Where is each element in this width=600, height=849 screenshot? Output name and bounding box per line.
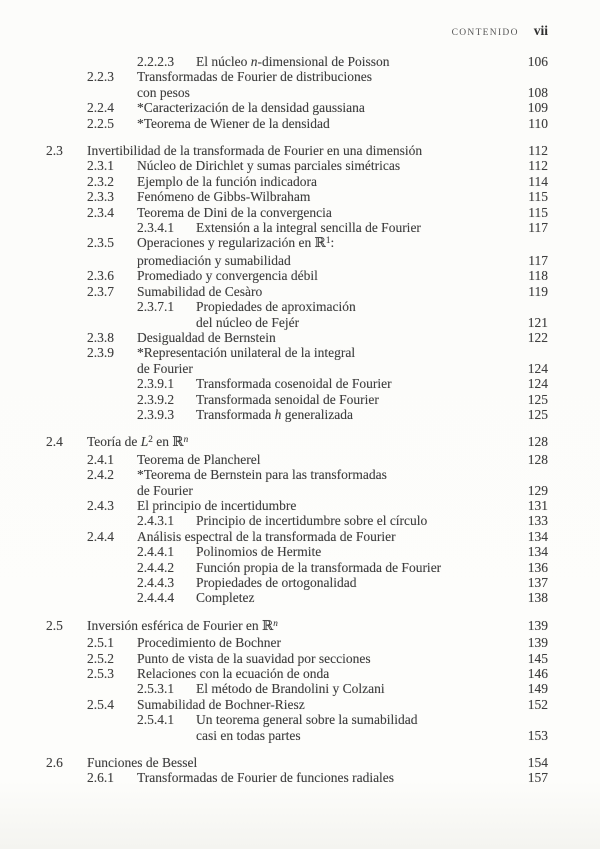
entry-number: 2.5.4.1 [137, 712, 175, 728]
toc-row [46, 407, 548, 422]
title-segment: Principio de incertidumbre sobre el círculo [196, 513, 428, 529]
entry-title [137, 467, 512, 482]
entry-number: 2.3.9.3 [137, 406, 175, 422]
entry-page: 125 [527, 391, 548, 407]
toc-row [46, 174, 548, 189]
title-segment: L [140, 434, 149, 450]
entry-title [137, 100, 512, 115]
title-segment: *Teorema de Wiener de la densidad [137, 115, 330, 131]
entry-number: 2.4.1 [87, 451, 114, 467]
entry-number: 2.4.3 [87, 497, 114, 513]
title-segment: Teoría de [87, 434, 141, 450]
title-segment: El principio de incertidumbre [137, 497, 297, 513]
entry-page: 112 [528, 143, 548, 159]
title-segment: Un teorema general sobre la sumabilidad [196, 712, 418, 728]
folio-page-number: vii [533, 23, 548, 38]
entry-number [137, 315, 196, 330]
entry-page: 137 [527, 575, 548, 590]
toc-row [46, 697, 548, 712]
toc-row [46, 544, 548, 559]
entry-page: 124 [527, 376, 548, 392]
entry-title [196, 299, 512, 314]
toc-row [46, 220, 548, 235]
entry-title [137, 284, 512, 299]
title-segment: *Caracterización de la densidad gaussiana [137, 100, 365, 116]
entry-page: 139 [527, 617, 548, 633]
entry-title [196, 392, 512, 407]
title-segment: *Representación unilateral de la integral [137, 345, 356, 361]
entry-title [87, 755, 512, 770]
entry-page: 153 [527, 727, 548, 743]
title-segment: ℝ [314, 235, 326, 251]
entry-page: 149 [527, 681, 548, 697]
page-header [452, 23, 548, 39]
entry-page: 108 [527, 84, 548, 100]
toc-row [46, 315, 548, 330]
entry-page: 109 [527, 100, 548, 116]
title-segment: n [183, 434, 189, 445]
toc-row [46, 434, 548, 451]
title-segment: promediación y sumabilidad [137, 252, 291, 268]
entry-page: 122 [527, 329, 548, 345]
title-segment: *Teorema de Bernstein para las transformadas [137, 467, 387, 483]
entry-number: 2.3.3 [87, 189, 114, 205]
toc-row [46, 330, 548, 345]
entry-title [137, 697, 512, 712]
title-segment: ℝ [172, 434, 184, 450]
entry-title [196, 54, 512, 69]
title-segment: Análisis espectral de la transformada de Fourier [137, 528, 396, 544]
entry-page: 152 [527, 696, 548, 712]
toc-row [46, 345, 548, 360]
entry-page: 136 [527, 559, 548, 575]
entry-number: 2.3.4.1 [137, 220, 175, 236]
entry-page: 114 [528, 173, 548, 189]
entry-title [137, 361, 512, 376]
title-segment: h [274, 406, 282, 422]
entry-page: 134 [527, 544, 548, 560]
title-segment: Polinomios de Hermite [196, 544, 322, 560]
toc-row [46, 666, 548, 681]
entry-title [137, 529, 512, 544]
title-segment: Promediado y convergencia débil [137, 268, 318, 284]
entry-number: 2.3 [46, 143, 63, 159]
entry-number: 2.3.1 [87, 158, 114, 174]
entry-title [196, 315, 512, 330]
entry-number: 2.4.4.4 [137, 590, 175, 606]
entry-number [87, 483, 137, 498]
entry-number: 2.5.3 [87, 666, 114, 682]
entry-page: 121 [527, 314, 548, 330]
entry-title [137, 498, 512, 513]
title-segment: -dimensional de Poisson [257, 54, 390, 69]
entry-page: 117 [528, 220, 548, 236]
entry-page: 134 [527, 528, 548, 544]
entry-page: 115 [528, 189, 548, 205]
title-segment: Transformada [196, 406, 275, 422]
title-segment: Transformada cosenoidal de Fourier [196, 376, 392, 392]
entry-page: 146 [527, 666, 548, 682]
entry-title [87, 143, 512, 158]
title-segment: Propiedades de aproximación [196, 299, 356, 315]
title-segment: en [152, 434, 173, 450]
entry-title [137, 205, 512, 220]
toc-row [46, 299, 548, 314]
running-head: CONTENIDO [451, 28, 519, 38]
entry-number: 2.3.7 [87, 283, 114, 299]
toc-row [46, 529, 548, 544]
title-segment: Ejemplo de la función indicadora [137, 173, 317, 189]
toc-row [46, 770, 548, 785]
entry-number: 2.3.6 [87, 268, 114, 284]
title-segment: de Fourier [137, 360, 193, 376]
entry-title [196, 681, 512, 696]
entry-number: 2.4.4.2 [137, 559, 175, 575]
entry-title [196, 590, 512, 605]
entry-number: 2.3.4 [87, 204, 114, 220]
toc-row [46, 158, 548, 173]
toc-row [46, 100, 548, 115]
entry-title [137, 253, 512, 268]
toc-row [46, 376, 548, 391]
toc-row [46, 483, 548, 498]
entry-page: 128 [527, 451, 548, 467]
entry-title [196, 560, 512, 575]
title-segment: Relaciones con la ecuación de onda [137, 666, 330, 682]
title-segment: Punto de vista de la suavidad por secciones [137, 650, 371, 666]
title-segment: ℝ [262, 617, 274, 633]
entry-page: 115 [528, 204, 548, 220]
title-segment: generalizada [281, 406, 353, 422]
toc-row [46, 560, 548, 575]
entry-page: 125 [527, 406, 548, 422]
entry-page: 118 [528, 268, 548, 284]
title-segment: Invertibilidad de la transformada de Fourier en una dimensión [87, 143, 423, 159]
entry-title [137, 116, 512, 131]
toc-row [46, 69, 548, 84]
entry-title [196, 407, 512, 422]
entry-title [196, 575, 512, 590]
entry-title [196, 544, 512, 559]
title-segment: El método de Brandolini y Colzani [196, 681, 385, 697]
entry-number: 2.6 [46, 755, 63, 771]
toc-row [46, 681, 548, 696]
toc-row [46, 618, 548, 635]
entry-number: 2.4.4 [87, 528, 114, 544]
title-segment: Propiedades de ortogonalidad [196, 575, 357, 590]
entry-number: 2.5.4 [87, 696, 114, 712]
entry-title [137, 174, 512, 189]
entry-page: 119 [528, 283, 548, 299]
title-segment: Núcleo de Dirichlet y sumas parciales simétricas [137, 158, 401, 174]
entry-number: 2.5 [46, 617, 63, 633]
entry-number [137, 728, 196, 743]
entry-title [137, 85, 512, 100]
title-segment: Teorema de Plancherel [137, 451, 261, 467]
title-segment: : [330, 235, 335, 251]
entry-number: 2.5.3.1 [137, 681, 175, 697]
entry-number: 2.2.3 [87, 69, 114, 85]
entry-page: 154 [527, 755, 548, 771]
entry-number: 2.3.7.1 [137, 299, 175, 315]
title-segment: n [273, 617, 278, 628]
toc-row [46, 85, 548, 100]
entry-title [137, 452, 512, 467]
entry-title [196, 712, 512, 727]
entry-number: 2.5.1 [87, 635, 114, 651]
entry-number: 2.3.8 [87, 329, 114, 345]
toc-row [46, 755, 548, 770]
title-segment: Sumabilidad de Cesàro [137, 283, 263, 299]
toc-row [46, 284, 548, 299]
title-segment: El núcleo [196, 54, 251, 69]
entry-title [137, 330, 512, 345]
toc-row [46, 452, 548, 467]
entry-page [512, 467, 548, 482]
entry-number: 2.3.2 [87, 173, 114, 189]
toc-row [46, 189, 548, 204]
entry-number: 2.4.4.3 [137, 575, 175, 590]
entry-page: 117 [528, 252, 548, 268]
entry-number: 2.3.9 [87, 345, 114, 361]
toc-row [46, 253, 548, 268]
entry-number: 2.4.3.1 [137, 513, 175, 529]
toc-row [46, 205, 548, 220]
entry-number [87, 253, 137, 268]
entry-page [512, 345, 548, 360]
toc-row [46, 116, 548, 131]
title-segment: Transformadas de Fourier de distribuciones [137, 69, 372, 85]
toc-row [46, 651, 548, 666]
toc-list [46, 54, 548, 786]
toc-row [46, 467, 548, 482]
entry-title [137, 345, 512, 360]
toc-row [46, 728, 548, 743]
entry-page: 124 [527, 360, 548, 376]
entry-title [87, 434, 512, 451]
entry-number: 2.3.9.1 [137, 376, 175, 392]
title-segment: Procedimiento de Bochner [137, 635, 281, 651]
title-segment: Sumabilidad de Bochner-Riesz [137, 696, 305, 712]
title-segment: Transformada senoidal de Fourier [196, 391, 379, 407]
entry-page: 129 [527, 482, 548, 498]
entry-page [512, 299, 548, 314]
entry-title [137, 483, 512, 498]
title-segment: casi en todas partes [196, 727, 301, 743]
entry-page: 133 [527, 513, 548, 529]
entry-number: 2.3.9.2 [137, 391, 175, 407]
entry-title [137, 158, 512, 173]
entry-number: 2.3.5 [87, 235, 114, 251]
toc-row [46, 575, 548, 590]
entry-page: 157 [527, 770, 548, 786]
entry-number: 2.2.5 [87, 115, 114, 131]
entry-number: 2.6.1 [87, 770, 114, 786]
title-segment: Funciones de Bessel [87, 755, 198, 771]
entry-title [196, 220, 512, 235]
title-segment: Fenómeno de Gibbs-Wilbraham [137, 189, 311, 205]
toc-row [46, 498, 548, 513]
title-segment: del núcleo de Fejér [196, 314, 300, 330]
title-segment: Extensión a la integral sencilla de Fourier [196, 220, 421, 236]
entry-page [512, 712, 548, 727]
entry-page: 106 [527, 54, 548, 69]
title-segment: Función propia de la transformada de Fourier [196, 559, 442, 575]
entry-title [137, 268, 512, 283]
entry-number: 2.4 [46, 434, 63, 450]
entry-title [137, 189, 512, 204]
entry-title [137, 235, 512, 252]
title-segment: Completez [196, 590, 255, 606]
entry-page [512, 69, 548, 84]
toc-row [46, 143, 548, 158]
entry-title [196, 728, 512, 743]
entry-title [137, 651, 512, 666]
title-segment: Inversión esférica de Fourier en [87, 617, 263, 633]
entry-title [196, 376, 512, 391]
entry-number: 2.4.4.1 [137, 544, 175, 560]
entry-page: 131 [527, 497, 548, 513]
entry-page: 128 [527, 434, 548, 450]
entry-number: 2.4.2 [87, 467, 114, 483]
entry-page: 110 [528, 115, 548, 131]
entry-number: 2.2.2.3 [137, 54, 175, 69]
title-segment: 1 [325, 235, 331, 246]
title-segment: n [250, 54, 258, 69]
title-segment: 2 [148, 434, 153, 445]
entry-number: 2.5.2 [87, 650, 114, 666]
toc-row [46, 392, 548, 407]
entry-page [512, 235, 548, 252]
toc-row [46, 712, 548, 727]
entry-title [196, 513, 512, 528]
title-segment: Desigualdad de Bernstein [137, 329, 276, 345]
entry-page: 138 [527, 590, 548, 606]
title-segment: con pesos [137, 84, 190, 100]
entry-title [137, 69, 512, 84]
toc-row [46, 513, 548, 528]
toc-row [46, 268, 548, 283]
entry-page: 112 [528, 158, 548, 174]
entry-title [87, 618, 512, 635]
entry-title [137, 770, 512, 785]
title-segment: Operaciones y regularización en [137, 235, 315, 251]
toc-row [46, 590, 548, 605]
entry-number: 2.2.4 [87, 100, 114, 116]
entry-title [137, 635, 512, 650]
title-segment: Teorema de Dini de la convergencia [137, 204, 332, 220]
entry-page: 145 [527, 650, 548, 666]
toc-row [46, 361, 548, 376]
entry-number [87, 361, 137, 376]
toc-row [46, 54, 548, 69]
entry-title [137, 666, 512, 681]
title-segment: Transformadas de Fourier de funciones radiales [137, 770, 395, 786]
toc-row [46, 635, 548, 650]
title-segment: de Fourier [137, 482, 193, 498]
entry-page: 139 [527, 635, 548, 651]
entry-number [87, 85, 137, 100]
toc-row [46, 235, 548, 252]
